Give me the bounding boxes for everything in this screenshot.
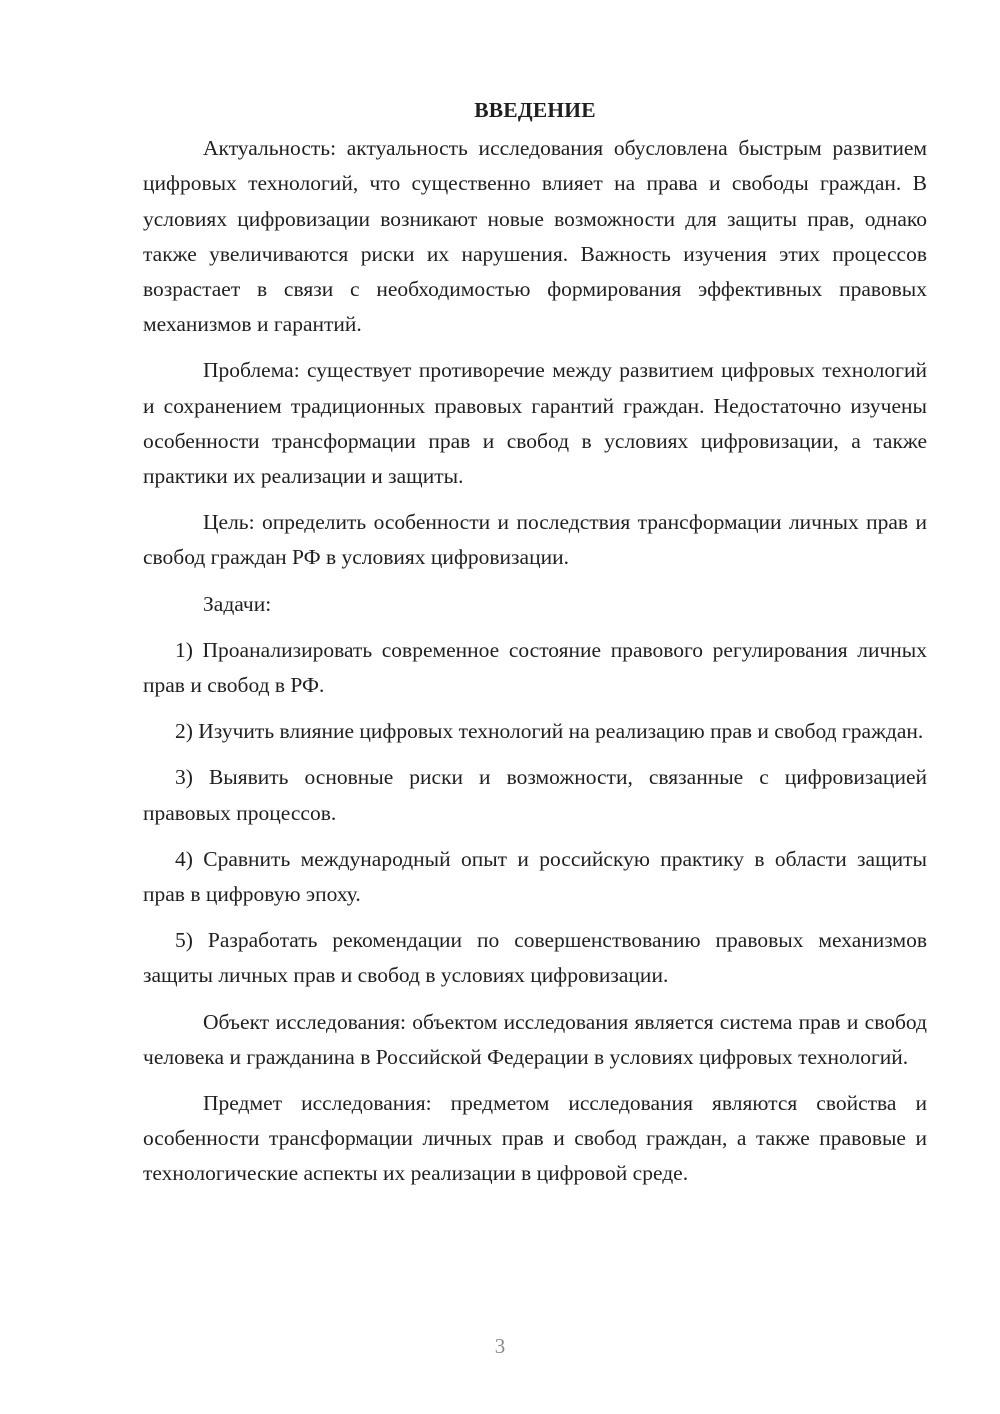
- task-item-3: 3) Выявить основные риски и возможности, связанные с цифровизацией правовых процессов.: [143, 765, 927, 825]
- section-title: ВВЕДЕНИЕ: [474, 98, 596, 122]
- document-page: [143, 93, 927, 1203]
- task-item-2: 2) Изучить влияние цифровых технологий на реализацию прав и свобод граждан.: [175, 719, 924, 744]
- object-paragraph: Объект исследования: объектом исследования является система прав и свобод человека и гражданина в Российской Федерации в условиях цифровых технологий.: [143, 1009, 927, 1069]
- relevance-paragraph: Актуальность: актуальность исследования обусловлена быстрым развитием цифровых технологий, что существенно влияет на права и свободы граждан. В условиях цифровизации возникают новые возможности для защиты прав, однако также увеличиваются риски их нарушения. Важность изучения этих процессов возрастает в связи с необходимостью формирования эффективных правовых механизмов и гарантий.: [143, 136, 927, 337]
- page-number: 3: [494, 1334, 506, 1358]
- goal-paragraph: Цель: определить особенности и последствия трансформации личных прав и свобод граждан РФ в условиях цифровизации.: [143, 510, 927, 570]
- problem-paragraph: Проблема: существует противоречие между развитием цифровых технологий и сохранением традиционных правовых гарантий граждан. Недостаточно изучены особенности трансформации прав и свобод в условиях цифровизации, а также практики их реализации и защиты.: [143, 358, 927, 489]
- tasks-heading: Задачи:: [203, 591, 272, 616]
- subject-paragraph: Предмет исследования: предметом исследования являются свойства и особенности трансформации личных прав и свобод граждан, а также правовые и технологические аспекты их реализации в цифровой среде.: [143, 1091, 927, 1186]
- task-item-4: 4) Сравнить международный опыт и российскую практику в области защиты прав в цифровую эпоху.: [143, 846, 927, 907]
- task-item-1: 1) Проанализировать современное состояние правового регулирования личных прав и свобод в РФ.: [143, 637, 927, 698]
- task-item-5: 5) Разработать рекомендации по совершенствованию правовых механизмов защиты личных прав и свобод в условиях цифровизации.: [143, 928, 927, 988]
